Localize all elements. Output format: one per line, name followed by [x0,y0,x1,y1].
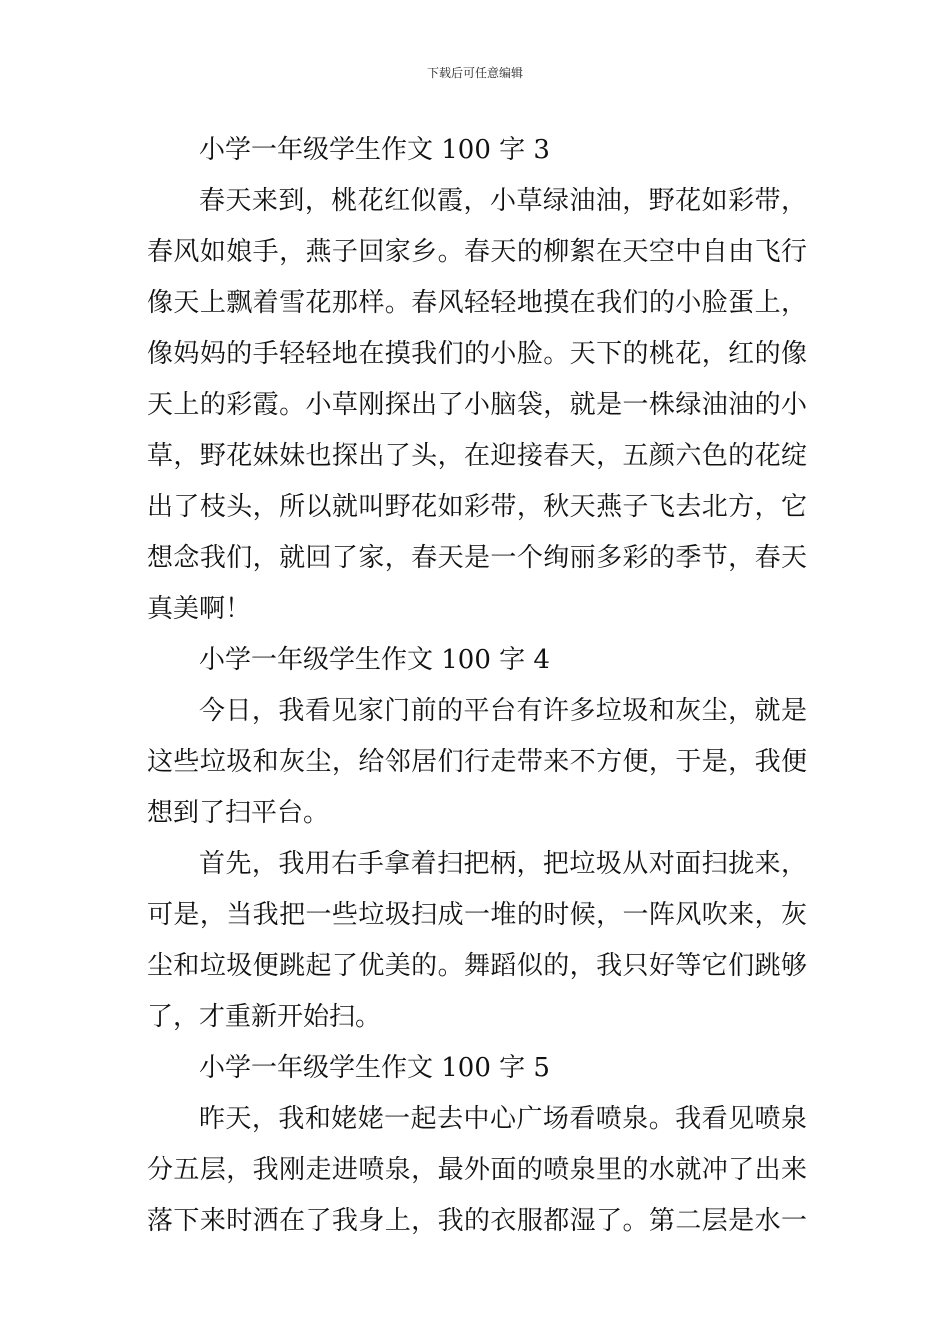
text-line: 天上的彩霞。小草刚探出了小脑袋，就是一株绿油油的小 [147,390,807,420]
text-line: 尘和垃圾便跳起了优美的。舞蹈似的，我只好等它们跳够 [147,951,807,981]
text-line: 像妈妈的手轻轻地在摸我们的小脸。天下的桃花，红的像 [147,339,807,369]
text-line: 想到了扫平台。 [147,798,330,828]
text-line: 春天来到，桃花红似霞，小草绿油油，野花如彩带， [199,186,807,216]
essay-title-5: 小学一年级学生作文 100 字 5 [199,1053,550,1083]
document-body [147,128,807,1250]
text-line: 出了枝头，所以就叫野花如彩带，秋天燕子飞去北方，它 [147,492,807,522]
text-line: 昨天，我和姥姥一起去中心广场看喷泉。我看见喷泉 [199,1104,807,1134]
text-line: 可是，当我把一些垃圾扫成一堆的时候，一阵风吹来，灰 [147,900,807,930]
essay-title-4: 小学一年级学生作文 100 字 4 [199,645,550,675]
page-header: 下载后可任意编辑 [426,66,523,80]
text-line: 今日，我看见家门前的平台有许多垃圾和灰尘，就是 [199,696,807,726]
essay-title-3: 小学一年级学生作文 100 字 3 [199,135,550,165]
text-line: 这些垃圾和灰尘，给邻居们行走带来不方便，于是，我便 [147,747,807,777]
text-line: 落下来时洒在了我身上，我的衣服都湿了。第二层是水一 [147,1206,807,1236]
text-line: 了，才重新开始扫。 [147,1002,382,1032]
text-line: 首先，我用右手拿着扫把柄，把垃圾从对面扫拢来， [199,849,807,879]
text-line: 草，野花妹妹也探出了头，在迎接春天，五颜六色的花绽 [147,441,807,471]
text-line: 想念我们，就回了家，春天是一个绚丽多彩的季节，春天 [147,543,807,573]
text-line: 像天上飘着雪花那样。春风轻轻地摸在我们的小脸蛋上， [147,288,807,318]
text-line: 真美啊！ [147,594,252,624]
text-line: 春风如娘手，燕子回家乡。春天的柳絮在天空中自由飞行 [147,237,807,267]
text-line: 分五层，我刚走进喷泉，最外面的喷泉里的水就冲了出来 [147,1155,807,1185]
